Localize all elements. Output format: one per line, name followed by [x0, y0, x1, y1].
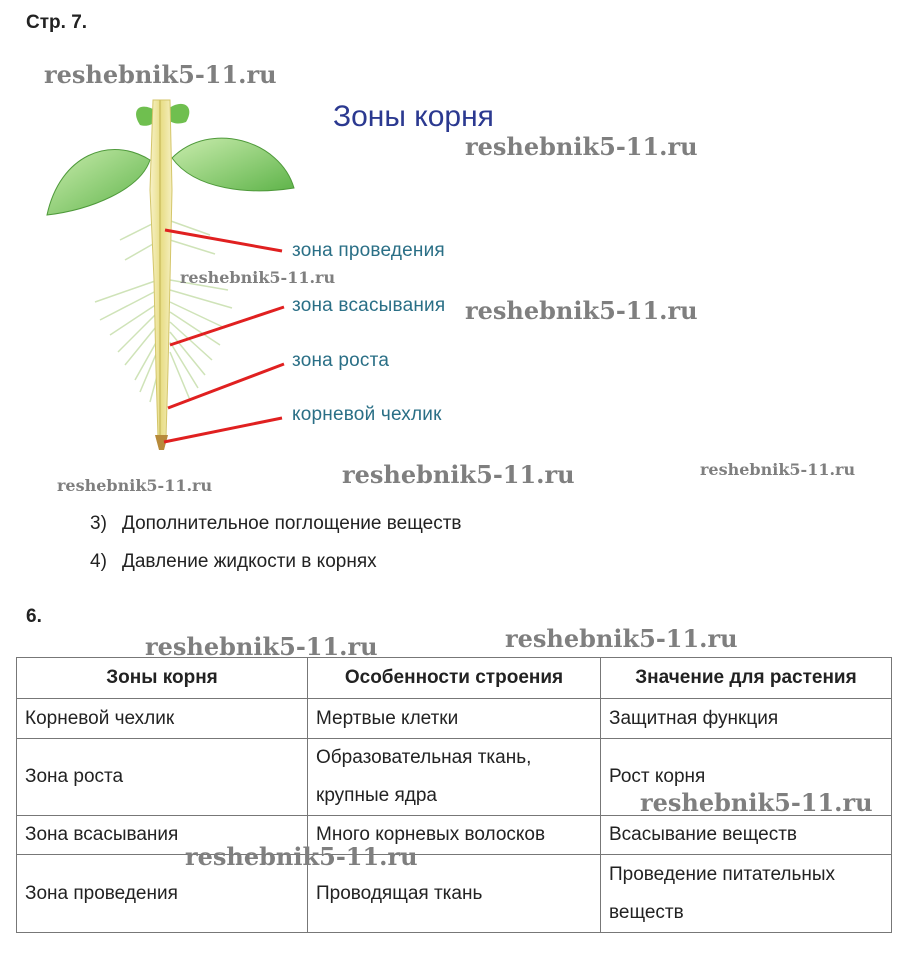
zone-label-growth: зона роста: [292, 350, 390, 371]
watermark: reshebnik5-11.ru: [640, 788, 873, 817]
table-row: [17, 816, 892, 855]
table-cell: Проводящая ткань: [308, 855, 601, 933]
table-cell: Много корневых волосков: [308, 816, 601, 855]
watermark: reshebnik5-11.ru: [57, 476, 213, 495]
pointer-absorption: [170, 307, 284, 345]
pointer-conduction: [165, 230, 282, 251]
pointer-cap: [164, 418, 282, 442]
table-header: Зоны корня: [17, 658, 308, 699]
table-header: Значение для растения: [601, 658, 892, 699]
watermark: reshebnik5-11.ru: [342, 460, 575, 489]
table-cell: Всасывание веществ: [601, 816, 892, 855]
page-label: Стр. 7.: [26, 12, 88, 33]
zone-label-absorption: зона всасывания: [292, 295, 446, 316]
table-cell: Зона проведения: [17, 855, 308, 933]
table-cell: Корневой чехлик: [17, 699, 308, 739]
watermark: reshebnik5-11.ru: [465, 132, 698, 161]
figure-title: Зоны корня: [333, 100, 494, 133]
list-item: 3) Дополнительное поглощение веществ: [90, 513, 462, 534]
table-cell: Проведение питательных веществ: [601, 855, 892, 933]
table-cell: Зона всасывания: [17, 816, 308, 855]
table-header-row: [17, 658, 892, 699]
left-leaf: [47, 149, 150, 215]
watermark: reshebnik5-11.ru: [145, 632, 378, 661]
right-leaf: [172, 138, 294, 191]
table-cell: Мертвые клетки: [308, 699, 601, 739]
pointer-growth: [168, 364, 284, 408]
zone-label-conduction: зона проведения: [292, 240, 445, 261]
watermark: reshebnik5-11.ru: [185, 842, 418, 871]
list-item: 4) Давление жидкости в корнях: [90, 551, 377, 572]
watermark: reshebnik5-11.ru: [465, 296, 698, 325]
table-header: Особенности строения: [308, 658, 601, 699]
zone-label-cap: корневой чехлик: [292, 404, 442, 425]
table-row: [17, 699, 892, 739]
table-cell: Защитная функция: [601, 699, 892, 739]
watermark: reshebnik5-11.ru: [505, 624, 738, 653]
table-cell: Зона роста: [17, 739, 308, 816]
watermark: reshebnik5-11.ru: [44, 60, 277, 89]
table-cell: Образовательная ткань, крупные ядра: [308, 739, 601, 816]
watermark: reshebnik5-11.ru: [700, 460, 856, 479]
table-row: [17, 855, 892, 933]
watermark: reshebnik5-11.ru: [180, 268, 336, 287]
table-cell: Рост корня: [601, 739, 892, 816]
task-label: 6.: [26, 606, 42, 627]
answer-list: [90, 510, 462, 586]
